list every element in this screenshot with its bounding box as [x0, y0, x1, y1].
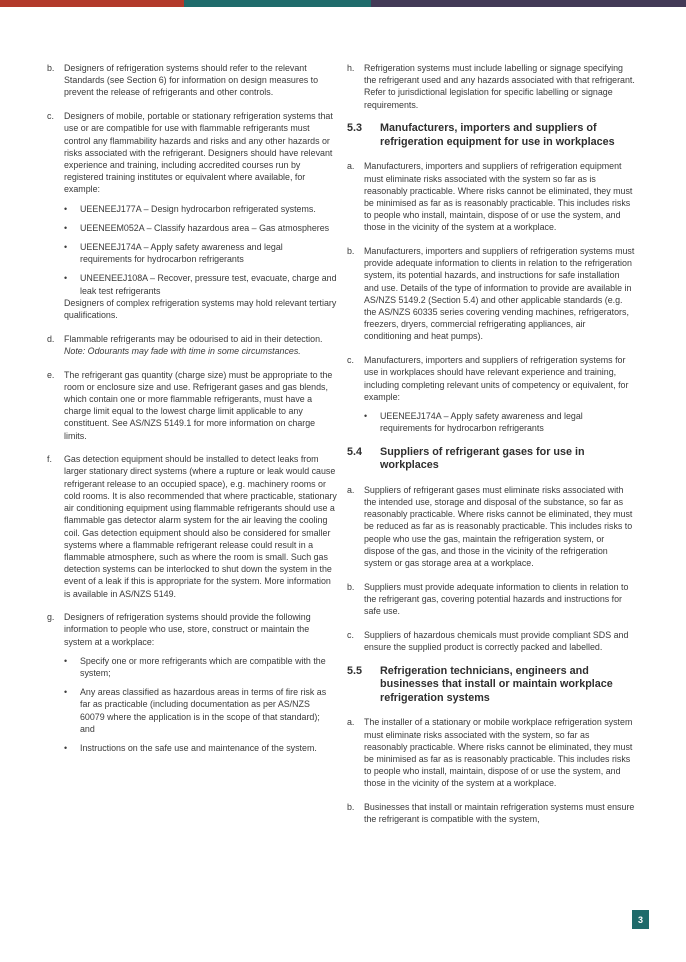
- list-marker: h.: [347, 63, 355, 73]
- list-item-h: [347, 62, 635, 111]
- list-item-5-4-b: [347, 581, 635, 618]
- bullet-text: UEENEEJ174A – Apply safety awareness and legal requirements for hydrocarbon refrigerants: [380, 410, 583, 434]
- list-item-f: [47, 453, 337, 599]
- list-item-5-3-b: [347, 245, 635, 343]
- list-item-followup-text: Designers of complex refrigeration systems may hold relevant tertiary qualifications.: [64, 297, 337, 320]
- list-item-5-3-c: [347, 354, 635, 434]
- section-number: 5.5: [347, 664, 363, 677]
- top-bar-purple-segment: [371, 0, 686, 7]
- bullet-text: UEENEEJ177A – Design hydrocarbon refrigerated systems.: [80, 203, 316, 214]
- list-marker: f.: [47, 454, 52, 465]
- list-item-d: [47, 333, 337, 357]
- list-marker: a.: [347, 484, 355, 495]
- list-marker: g.: [47, 612, 55, 623]
- list-item-text: Designers of mobile, portable or stationary refrigeration systems that use or are compatible for use with flammable refrigerants must control any flammability hazards and risks and any other hazards or risks associated with the refrigerant. Designers should have relevant experience and training, including accredited courses run by registered training institutes or equivalent where available, for example:: [64, 111, 333, 195]
- list-item-text: Manufacturers, importers and suppliers of refrigeration equipment must eliminate risks associated with the system so far as is reasonably practicable. Where risks cannot be eliminated, they must be minimised as far as is reasonably practicable. This includes risks to people who install, maintain, dispose of or use the system, and those in the vicinity of the system at a workplace.: [364, 161, 633, 233]
- list-marker: c.: [347, 629, 354, 640]
- section-number: 5.4: [347, 445, 363, 458]
- list-marker: b.: [47, 63, 55, 73]
- list-item-text: Suppliers must provide adequate information to clients in relation to the refrigerant gas, covering potential hazards and instructions for safe use.: [364, 581, 629, 617]
- section-title: Suppliers of refrigerant gases for use in workplaces: [380, 445, 585, 472]
- list-marker: a.: [347, 161, 355, 172]
- list-marker: b.: [347, 581, 355, 592]
- bullet-item: [64, 742, 337, 754]
- bullet-item: [364, 410, 635, 434]
- list-item-text: The installer of a stationary or mobile workplace refrigeration system must eliminate risks associated with the system, so far as reasonably practicable. Where risks cannot be eliminated, they must be minimised as far as is reasonably practicable. This includes risks to people who install, maintain, dispose of or use the system, and those in the vicinity of the system at a workplace.: [364, 717, 633, 789]
- bullet-item: [64, 241, 337, 265]
- bullet-item: [64, 272, 337, 296]
- list-item-text: Manufacturers, importers and suppliers of refrigeration systems must provide adequate information to clients in relation to the refrigeration system, its potential hazards, and instructions for safe installation and use. Details of the type of information to provide are available in AS/NZS 5149.2 (Section 5.4) and other applicable standards (e.g. the AS/NZS 60335 series covering vending machines, refrigerators, freezers, dryers, commercial refrigerating appliances, air conditioning and heat pumps).: [364, 246, 635, 342]
- list-item-c: [47, 110, 337, 321]
- bullet-text: UNEENEEJ108A – Recover, pressure test, evacuate, charge and leak test refrigerants: [80, 273, 337, 296]
- section-number: 5.3: [347, 122, 363, 135]
- bullet-icon: •: [64, 687, 68, 698]
- list-marker: e.: [47, 369, 55, 380]
- top-bar-red-segment: [0, 0, 184, 7]
- section-title: Refrigeration technicians, engineers and businesses that install or maintain workplace refrigeration systems: [380, 664, 613, 704]
- list-marker: a.: [347, 717, 355, 728]
- section-title: Manufacturers, importers and suppliers of refrigeration equipment for use in workplaces: [380, 122, 615, 148]
- list-marker: c.: [47, 111, 54, 122]
- bullet-item: [64, 655, 337, 679]
- list-item-b: [47, 62, 337, 99]
- bullet-text: UEENEEJ174A – Apply safety awareness and legal requirements for hydrocarbon refrigerants: [80, 241, 283, 265]
- bullet-icon: •: [64, 203, 68, 214]
- list-item-text: Designers of refrigeration systems should provide the following information to people who use, store, construct or maintain the system at a workplace:: [64, 612, 311, 647]
- list-marker: b.: [347, 802, 355, 813]
- bullet-icon: •: [64, 743, 68, 754]
- bullet-text: Instructions on the safe use and maintenance of the system.: [80, 743, 317, 754]
- list-item-5-5-b: [347, 801, 635, 825]
- bullet-text: Specify one or more refrigerants which are compatible with the system;: [80, 655, 326, 679]
- list-item-text: Designers of refrigeration systems should refer to the relevant Standards (see Section 6) for information on design measures to prevent the release of refrigerants and other controls.: [64, 63, 319, 98]
- list-item-text: Refrigeration systems must include labelling or signage specifying the refrigerant used and any hazards associated with that refrigerant. Refer to jurisdictional legislation for specific labelling or signage requirements.: [364, 63, 635, 110]
- list-item-text: Gas detection equipment should be installed to detect leaks from larger stationary direct systems (where a rupture or leak would cause refrigerant release to an occupied space), e.g. machinery rooms or cold rooms. It is also recommended that where practicable, stationary air conditioning equipment using flammable refrigerants should use a flammable gas detector alarm system for the air leaving the cooling coil. Gas detection equipment should also be considered for smaller systems where a flammable refrigerant release could result in a flammable atmosphere, such as where the room is small. Such gas detection systems can be interlocked to shut down the system in the event of a leak if this is appropriate for the system. More information is available in AS/NZS 5149.: [64, 454, 337, 599]
- bullet-icon: •: [64, 222, 68, 233]
- list-item-text: Suppliers of refrigerant gases must eliminate risks associated with the intended use, storage and disposal of the substance, so far as reasonably practicable. Where risks cannot be eliminated, they must be reduced as far as is reasonably practicable. This includes risks to people who use the gas, maintain the refrigeration system, or dispose of the gas, and those in the vicinity of the refrigeration system or gas storage area at a workplace.: [364, 484, 633, 569]
- list-marker: c.: [347, 355, 354, 366]
- list-marker: d.: [47, 333, 55, 344]
- top-color-bar: [0, 0, 686, 7]
- list-item-g: [47, 611, 337, 754]
- bullet-icon: •: [64, 655, 68, 666]
- bullet-text: Any areas classified as hazardous areas in terms of fire risk as far as practicable (including documentation as per AS/NZS 60079 where the application is in the scope of that standard); and: [80, 687, 327, 734]
- top-bar-teal-segment: [184, 0, 371, 7]
- right-column: [347, 62, 635, 837]
- section-heading-5-3: [347, 122, 635, 149]
- bullet-item: [64, 222, 337, 234]
- list-item-text: Suppliers of hazardous chemicals must provide compliant SDS and ensure the supplied product is correctly packed and labelled.: [364, 629, 629, 653]
- list-item-text: Manufacturers, importers and suppliers of refrigeration systems for use in workplaces should have relevant experience and training, including completing relevant units of competency or equivalent, for example:: [364, 355, 629, 402]
- section-heading-5-4: [347, 446, 635, 473]
- bullet-icon: •: [64, 241, 68, 252]
- bullet-item: [64, 686, 337, 735]
- list-item-e: [47, 369, 337, 442]
- list-item-5-4-c: [347, 629, 635, 653]
- list-item-text: The refrigerant gas quantity (charge size) must be appropriate to the room or enclosure size and use. Refrigerant gases and gas blends, which contain one or more flammable refrigerants, must have a charge limit equal to the lowest charge limit applicable to any constituent. See AS/NZS 5149.1 for more information on charge limits.: [64, 369, 333, 441]
- section-heading-5-5: [347, 665, 635, 706]
- bullet-icon: •: [64, 273, 68, 284]
- bullet-text: UEENEEM052A – Classify hazardous area – Gas atmospheres: [80, 222, 330, 233]
- list-item-5-4-a: [347, 484, 635, 569]
- list-item-text: Businesses that install or maintain refrigeration systems must ensure the refrigerant is compatible with the system,: [364, 802, 635, 825]
- page-number-badge: 3: [632, 910, 649, 929]
- list-item-5-5-a: [347, 716, 635, 789]
- bullet-icon: •: [364, 410, 368, 421]
- note-text: Note: Odourants may fade with time in some circumstances.: [64, 345, 301, 356]
- list-item-text: Flammable refrigerants may be odourised to aid in their detection.: [64, 333, 323, 344]
- left-column: [47, 62, 337, 766]
- list-item-5-3-a: [347, 160, 635, 233]
- bullet-item: [64, 203, 337, 215]
- list-marker: b.: [347, 246, 355, 257]
